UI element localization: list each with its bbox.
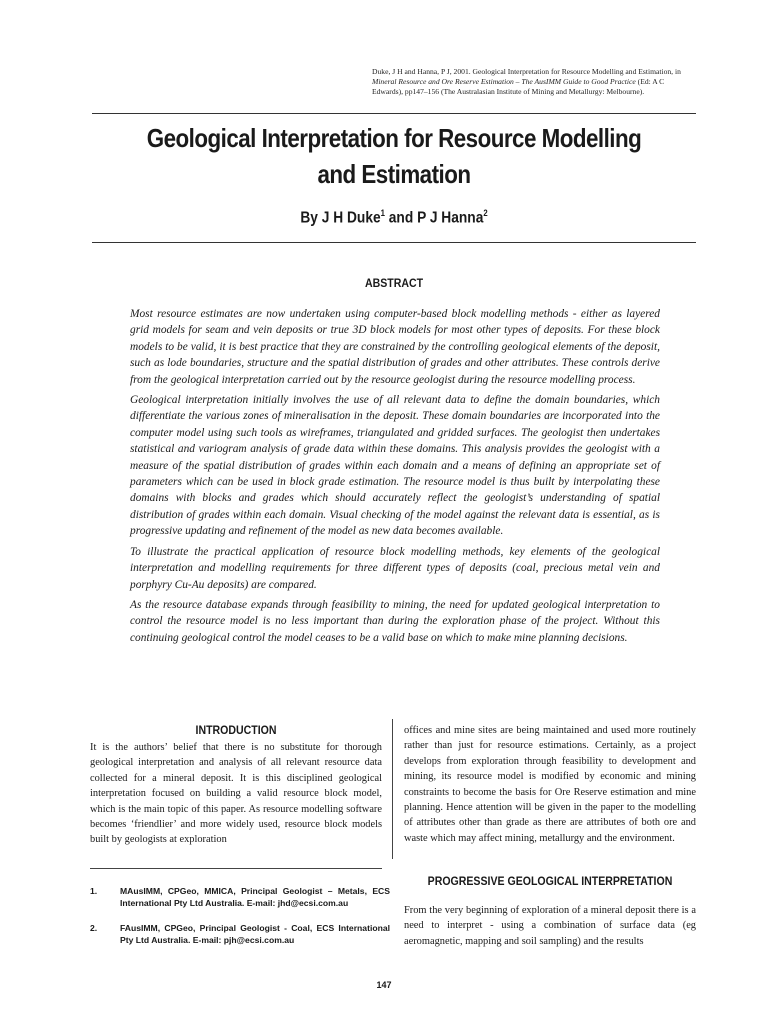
author-1-footnote-mark: 1 [380,208,385,218]
footnote-number: 1. [90,886,98,896]
abstract-body [130,306,660,650]
abstract-heading: ABSTRACT [364,276,424,290]
citation-line-2 [372,77,702,87]
citation-line-1: Duke, J H and Hanna, P J, 2001. Geological Interpretation for Resource Modelling and Estimation, in [372,67,681,76]
title-line-1: Geological Interpretation for Resource Modelling [146,123,642,153]
introduction-left-column [90,740,382,848]
footnote-rule [90,868,382,869]
author-2-footnote-mark: 2 [483,208,488,218]
abstract-heading-wrap [92,276,696,290]
page-number: 147 [376,980,392,990]
paper-title [134,120,653,192]
introduction-paragraph: It is the authors’ belief that there is no substitute for thorough geological interpretation and analysis of all relevant resource data collected for a mineral deposit. It is this disciplined geological interpretation focused on building a valid resource block model, which is the main topic of this paper. As resource modelling software becomes ‘friendlier’ and more widely used, resource block models built by geologists at exploration [90,742,382,846]
footnote-2 [90,922,390,946]
footnote-number: 2. [90,923,98,933]
abstract-paragraph: Geological interpretation initially involves the use of all relevant data to define the domain boundaries, which differentiate the various zones of mineralisation in the deposit. These domain boundaries are incorporated into the computer model using such tools as wireframes, triangulated and gridded surfaces. The geologist then undertakes statistical and variogram analysis of grade data within these domains. This analysis provides the geologist with a measure of the spatial distribution of grades within each domain and a means of defining an appropriate set of parameters which can be used in block grade estimation. The resource model is thus built by interpolating these domains with blocks and grades which should accurately reflect the geologist’s understanding of spatial distribution of grades within each domain. Visual checking of the model against the relevant data is essential, as is progressive updating and refinement of the model as new data becomes available. [130,394,660,538]
footnote-1 [90,885,390,909]
progressive-interpretation-body [404,903,696,949]
progressive-paragraph: From the very beginning of exploration of a mineral deposit there is a need to interpret - using a combination of surface data (eg aeromagnetic, mapping and soil sampling) and the results [404,905,696,947]
abstract-paragraph: Most resource estimates are now undertaken using computer-based block modelling methods - either as layered grid models for seam and vein deposits or true 3D block models for most other types of deposits. For these block models to be valid, it is best practice that they are constrained by the controlling geological elements of the deposit, such as lode boundaries, structure and the spatial distribution of grades and other attributes. These controls derive from the geological interpretation carried out by the resource geologist during the resource modelling process. [130,308,660,386]
title-line-2: and Estimation [317,159,471,189]
citation-book-title: Mineral Resource and Ore Reserve Estimation – The AusIMM Guide to Good Practice [372,77,636,86]
introduction-heading-wrap [90,723,382,737]
footnote-text: FAusIMM, CPGeo, Principal Geologist - Coal, ECS International Pty Ltd Australia. E-mail: pjh@ecsi.com.au [120,923,390,945]
top-rule [92,113,696,114]
progressive-interpretation-heading: PROGRESSIVE GEOLOGICAL INTERPRETATION [427,874,673,888]
author-2: and P J Hanna [384,209,484,227]
introduction-right-column [404,723,696,846]
title-bottom-rule [92,242,696,243]
citation-line-3: Edwards), pp147–156 (The Australasian Institute of Mining and Metallurgy: Melbourne). [372,87,645,96]
progressive-heading-wrap [404,874,696,888]
citation [372,67,702,97]
author-1: By J H Duke [300,209,381,227]
introduction-paragraph-continued: offices and mine sites are being maintained and used more routinely rather than just for resource estimations. Certainly, as a project develops from exploration through feasibility to development and mining, its resource model is modified by economic and mining constraints to become the basis for Ore Reserve estimation and mine planning. Hence attention will be given in the paper to the modelling of attributes other than grade as there are attributes of both ore and waste which may affect mining, metallurgy and the environment. [404,725,696,844]
column-divider [392,719,393,859]
abstract-paragraph: To illustrate the practical application of resource block modelling methods, key elements of the geological interpretation and modelling requirements for three different types of deposits (coal, precious metal vein and porphyry Cu-Au deposits) are compared. [130,545,660,591]
abstract-paragraph: As the resource database expands through feasibility to mining, the need for updated geological interpretation to control the resource model is no less important than during the exploration phase of the project. Without this continuing geological control the model ceases to be a valid base on which to make mine planning decisions. [130,598,660,644]
introduction-heading: INTRODUCTION [195,723,277,737]
footnote-text: MAusIMM, CPGeo, MMICA, Principal Geologist – Metals, ECS International Pty Ltd Australia. E-mail: jhd@ecsi.com.au [120,886,390,908]
citation-editor: (Ed: A C [635,77,665,86]
author-line [134,202,653,229]
